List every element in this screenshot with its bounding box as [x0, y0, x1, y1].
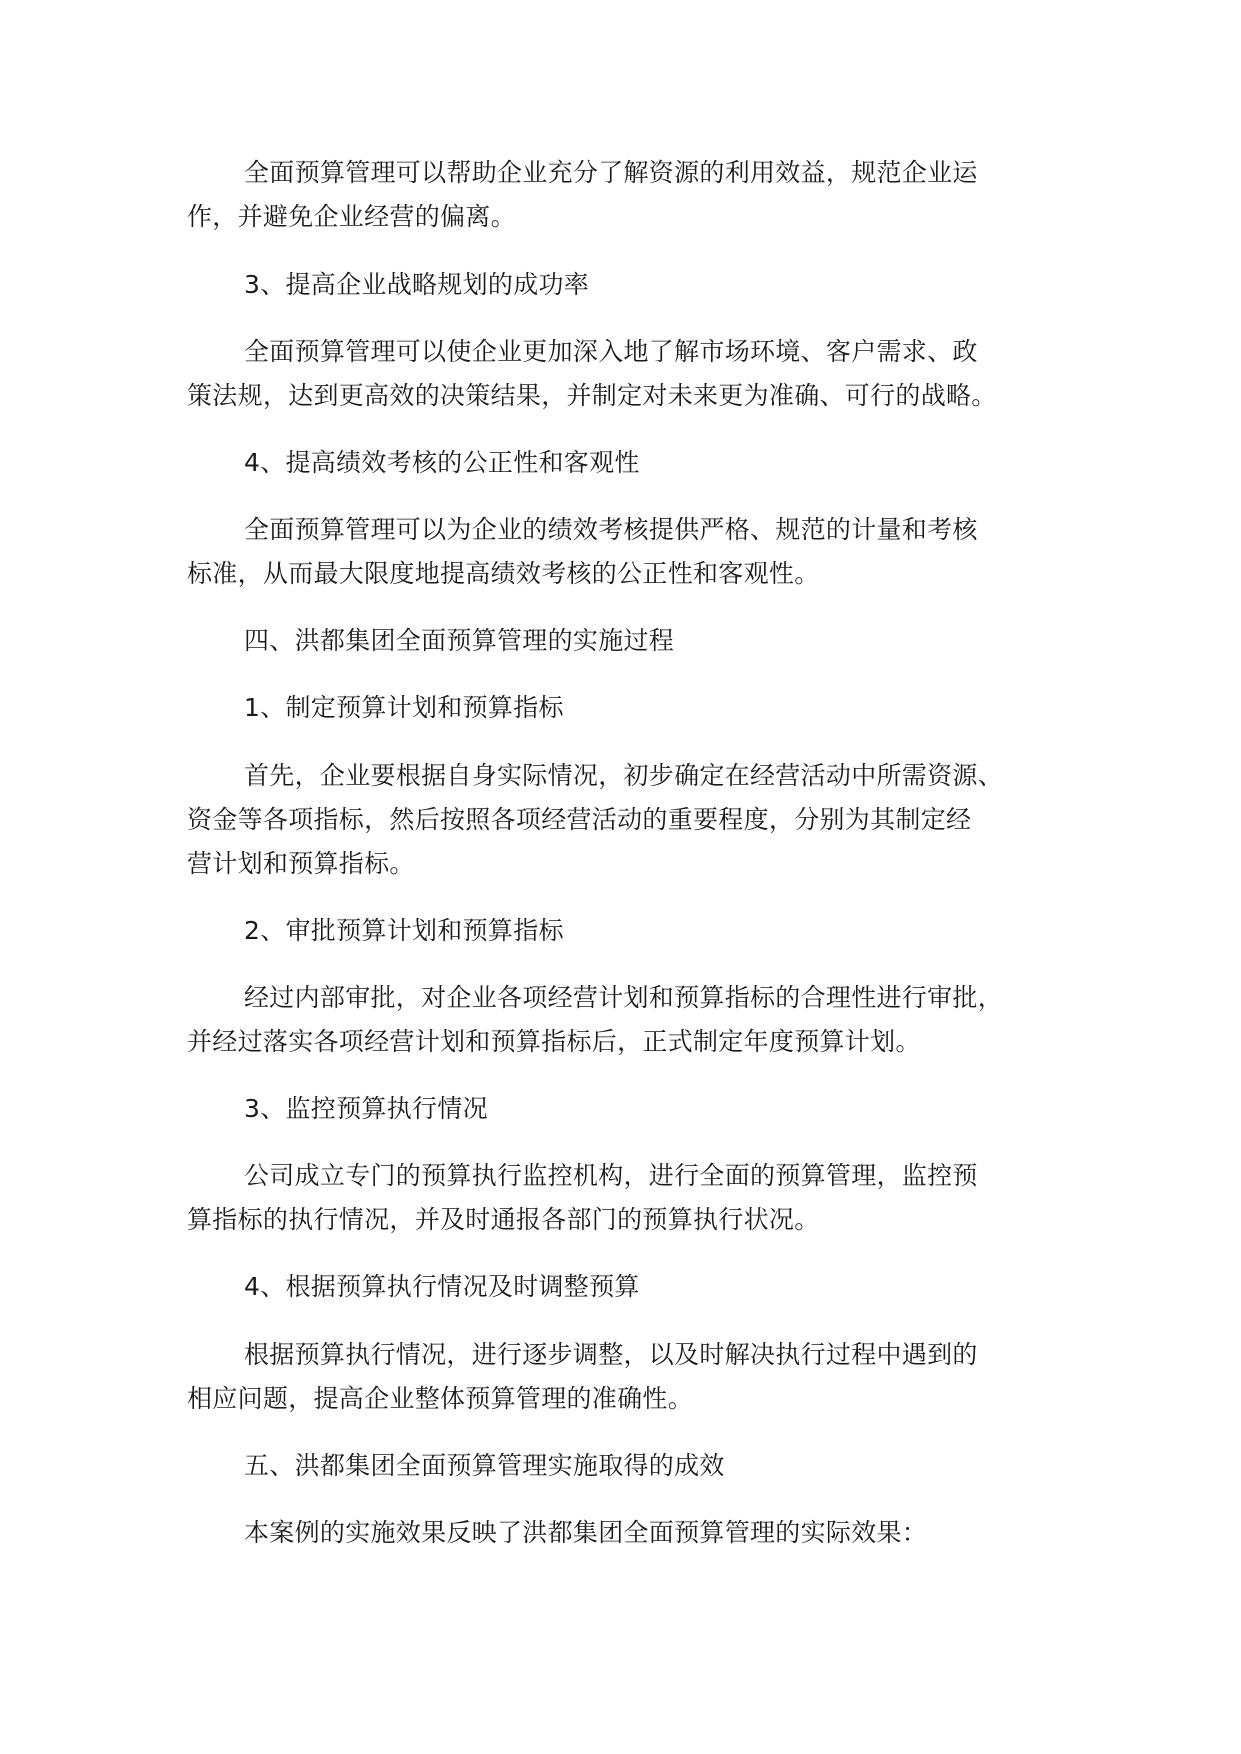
paragraph-line: 本案例的实施效果反映了洪都集团全面预算管理的实际效果： — [244, 1518, 928, 1547]
paragraph-line: 策法规，达到更高效的决策结果，并制定对未来更为准确、可行的战略。 — [187, 381, 997, 410]
paragraph-line: 全面预算管理可以使企业更加深入地了解市场环境、客户需求、政 — [244, 337, 978, 366]
section-heading: 1、制定预算计划和预算指标 — [244, 693, 564, 722]
paragraph-line: 相应问题，提高企业整体预算管理的准确性。 — [187, 1384, 694, 1413]
paragraph-line: 标准，从而最大限度地提高绩效考核的公正性和客观性。 — [187, 559, 820, 588]
chapter-heading: 四、洪都集团全面预算管理的实施过程 — [244, 626, 675, 655]
section-heading: 4、根据预算执行情况及时调整预算 — [244, 1272, 640, 1301]
section-heading: 3、提高企业战略规划的成功率 — [244, 270, 590, 299]
paragraph-line: 全面预算管理可以帮助企业充分了解资源的利用效益，规范企业运 — [244, 158, 978, 187]
section-heading: 2、审批预算计划和预算指标 — [244, 916, 564, 945]
paragraph-line: 首先，企业要根据自身实际情况，初步确定在经营活动中所需资源、 — [244, 761, 1004, 790]
section-heading: 4、提高绩效考核的公正性和客观性 — [244, 448, 640, 477]
paragraph-line: 资金等各项指标，然后按照各项经营活动的重要程度，分别为其制定经 — [187, 805, 972, 834]
section-heading: 3、监控预算执行情况 — [244, 1094, 488, 1123]
paragraph-line: 并经过落实各项经营计划和预算指标后，正式制定年度预算计划。 — [187, 1027, 921, 1056]
paragraph-line: 根据预算执行情况，进行逐步调整，以及时解决执行过程中遇到的 — [244, 1340, 978, 1369]
paragraph-line: 经过内部审批，对企业各项经营计划和预算指标的合理性进行审批， — [244, 983, 1004, 1012]
paragraph-line: 算指标的执行情况，并及时通报各部门的预算执行状况。 — [187, 1205, 820, 1234]
paragraph-line: 公司成立专门的预算执行监控机构，进行全面的预算管理，监控预 — [244, 1161, 978, 1190]
paragraph-line: 作，并避免企业经营的偏离。 — [187, 202, 516, 231]
paragraph-line: 全面预算管理可以为企业的绩效考核提供严格、规范的计量和考核 — [244, 515, 978, 544]
chapter-heading: 五、洪都集团全面预算管理实施取得的成效 — [244, 1451, 725, 1480]
paragraph-line: 营计划和预算指标。 — [187, 849, 415, 878]
